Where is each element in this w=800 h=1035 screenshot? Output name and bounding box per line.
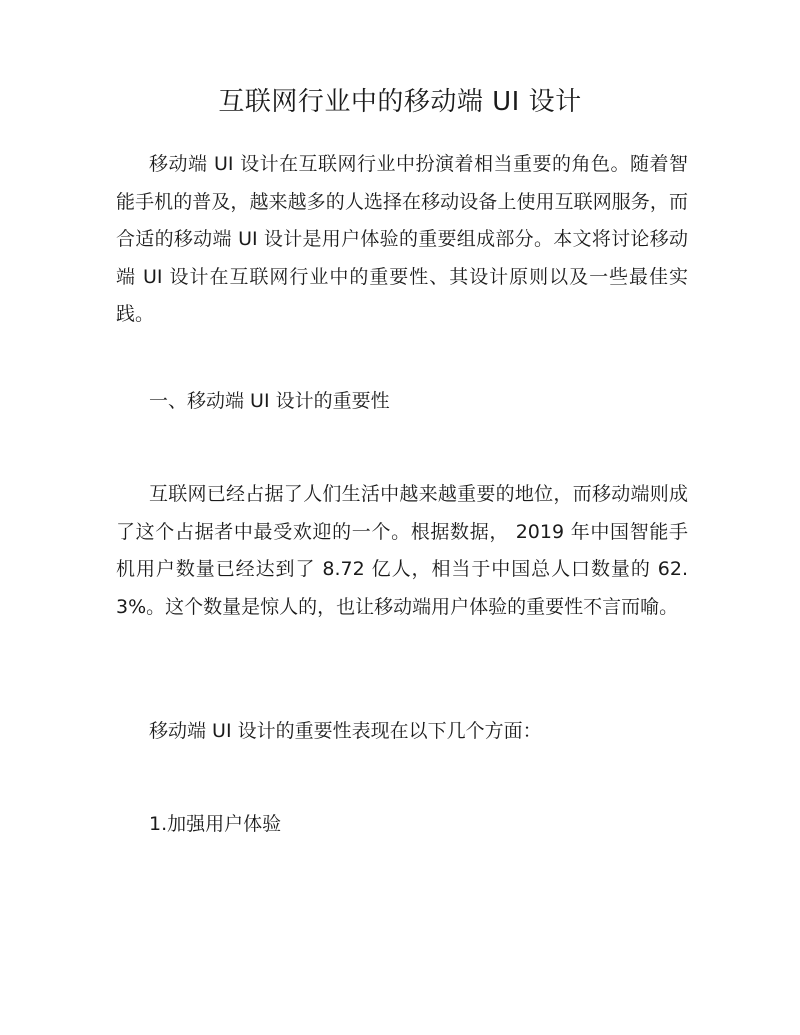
- body-paragraph: 移动端 UI 设计的重要性表现在以下几个方面：: [149, 720, 542, 742]
- section-heading: 一、移动端 UI 设计的重要性: [149, 390, 390, 412]
- list-item-heading: 1.加强用户体验: [149, 813, 282, 835]
- intro-paragraph: 移动端 UI 设计在互联网行业中扮演着相当重要的角色。随着智能手机的普及，越来越多的人选择在移动设备上使用互联网服务，而合适的移动端 UI 设计是用户体验的重要组成部分。本文将讨论移动端 UI 设计在互联网行业中的重要性、其设计原则以及一些最佳实践。: [116, 153, 688, 325]
- body-paragraph: 互联网已经占据了人们生活中越来越重要的地位，而移动端则成了这个占据者中最受欢迎的一个。根据数据， 2019 年中国智能手机用户数量已经达到了 8.72 亿人，相当于中国总人口数量的 62.3%。这个数量是惊人的，也让移动端用户体验的重要性不言而喻。: [116, 483, 688, 618]
- document-title: 互联网行业中的移动端 UI 设计: [218, 87, 582, 117]
